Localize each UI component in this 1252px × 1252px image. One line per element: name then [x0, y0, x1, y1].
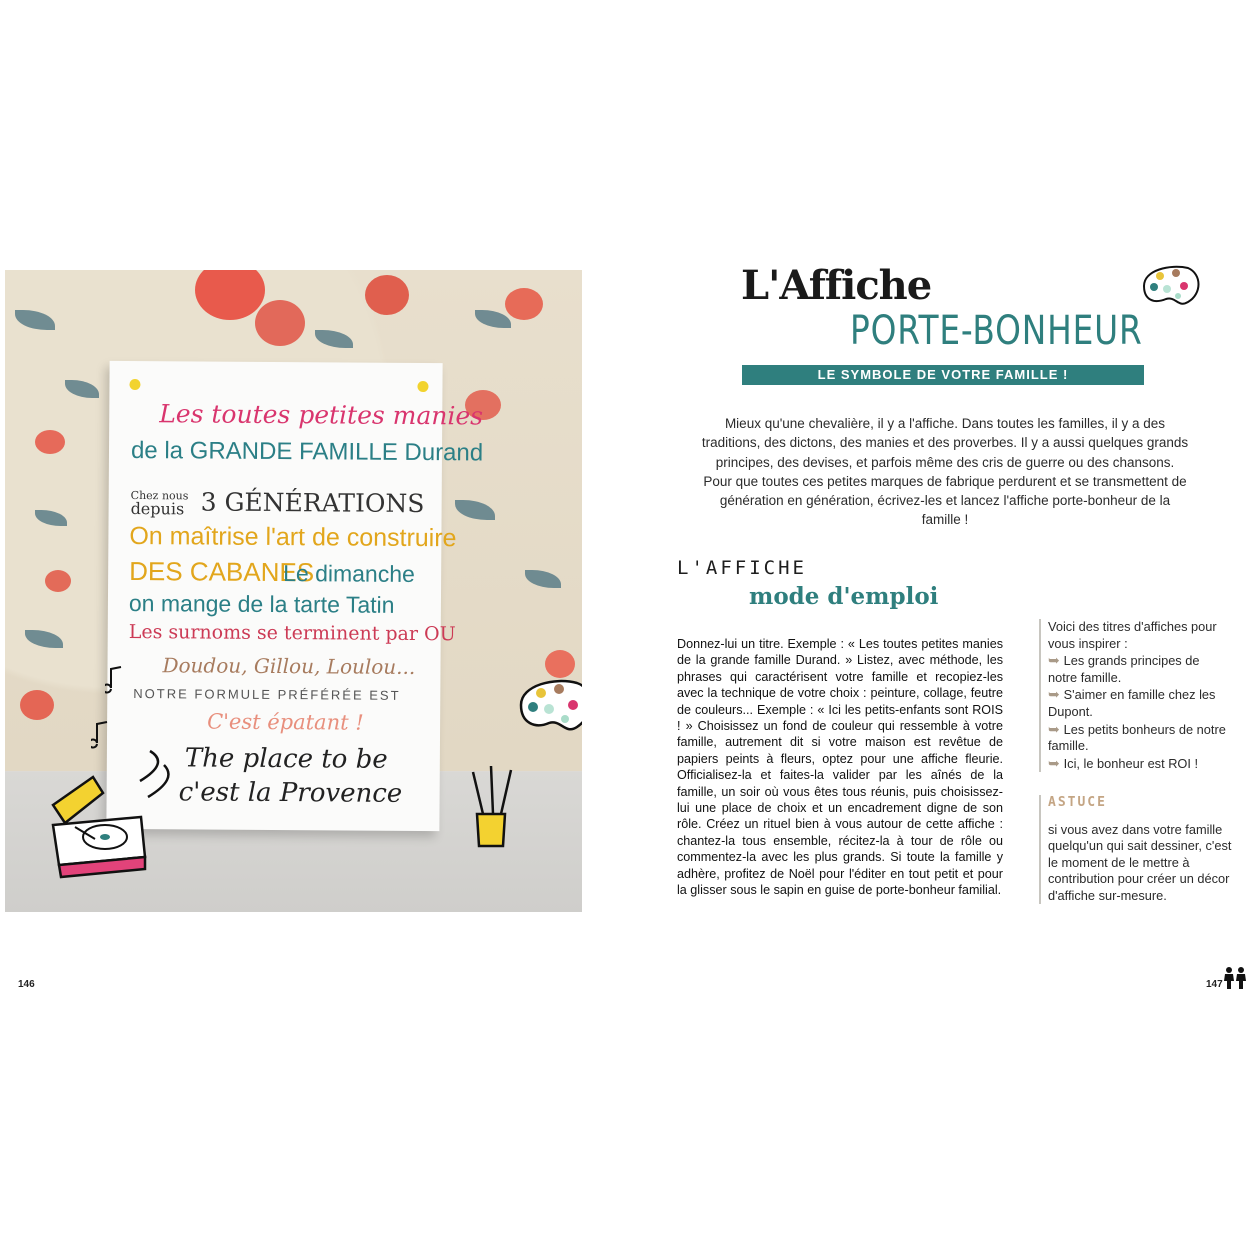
arrow-icon: ➥ [1048, 720, 1064, 737]
flower [365, 275, 409, 315]
music-note-icon [105, 665, 125, 695]
poster-line: Les toutes petites manies [159, 399, 484, 431]
poster-line: Le dimanche [283, 560, 415, 587]
sidebar-item-label: Les grands principes de notre famille. [1048, 653, 1200, 685]
arrow-icon: ➥ [1048, 652, 1064, 669]
leaf [455, 500, 495, 520]
poster-small-text: depuis [130, 498, 185, 519]
poster-small-text: Chez nous [130, 488, 189, 503]
flower [195, 270, 265, 320]
poster-line: NOTRE FORMULE PRÉFÉRÉE EST [133, 686, 401, 703]
sidebar-item-label: S'aimer en famille chez les Dupont. [1048, 687, 1216, 719]
poster-line: On maîtrise l'art de construire [129, 521, 457, 553]
palette-icon [515, 675, 582, 737]
music-note-icon [91, 720, 111, 750]
flower [545, 650, 575, 678]
poster-dot [129, 379, 140, 390]
leaf [315, 330, 353, 348]
page-number-right: 147 [1206, 979, 1223, 990]
body-text: Donnez-lui un titre. Exemple : « Les toutes petites manies de la grande famille Durand. » Listez, avec méthode, les phrases qui caractérisent votre famille et recopiez-les avec la technique de votre choix : peinture, collage, feutre de couleurs... Exemple : « Ici les petits-enfants sont ROIS ! » Choisissez un fond de couleur qui ressemble à votre famille, autrement dit si votre maison est revêtue de papiers peints à fleurs, optez pour une affiche fleurie. Officialisez-la et faites-la valider par les aînés de la famille, un soir où vous êtes tous réunis, puis choisissez-lui une place de choix et un encadrement digne de son rôle. Créez un rituel bien à vous autour de cette affiche : chantez-la tous ensemble, récitez-la à tour de rôle ou commentez-la avec les plus grands. Si toute la famille y adhère, profitez de Noël pour l'éditer en tout petit et pour la glisser sous le sapin en guise de porte-bonheur familial. [677, 637, 1003, 898]
sidebar-item [1048, 652, 1228, 686]
poster-line [131, 490, 189, 517]
poster-dot [417, 381, 428, 392]
sound-waves-icon [130, 745, 180, 805]
sidebar-item-label: Ici, le bonheur est ROI ! [1063, 755, 1199, 771]
intro-paragraph: Mieux qu'une chevalière, il y a l'affiche. Dans toutes les familles, il y a des traditions, des dictons, des manies et des proverbes. Il y a aussi quelques grands principes, des devises, et parfois même des cris de guerre ou des chansons. Pour que toutes ces petites marques de fabrique perdurent et se transmettent de génération en génération, écrivez-les et lancez l'affiche porte-bonheur de la famille ! [701, 416, 1189, 528]
leaf [525, 570, 561, 588]
sidebar-item [1048, 721, 1228, 755]
page-title-line1: L'Affiche [741, 262, 932, 309]
sidebar-item [1048, 755, 1228, 773]
poster-line: on mange de la tarte Tatin [128, 589, 395, 618]
poster-photo [5, 270, 582, 912]
flower [35, 430, 65, 454]
arrow-icon: ➥ [1048, 754, 1064, 771]
poster-line: C'est épatant ! [207, 709, 364, 735]
brush-pot-icon [463, 760, 523, 850]
sidebar-item [1048, 686, 1228, 720]
page-title-line2: PORTE-BONHEUR [850, 308, 1143, 354]
section-subtitle: mode d'emploi [749, 583, 939, 610]
leaf [35, 510, 67, 526]
subtitle-banner: LE SYMBOLE DE VOTRE FAMILLE ! [742, 365, 1144, 385]
flower [20, 690, 54, 720]
leaf [15, 310, 55, 330]
flower [255, 300, 305, 346]
sidebar-inspiration [1039, 619, 1228, 772]
sidebar-item-label: Les petits bonheurs de notre famille. [1048, 721, 1226, 754]
flower [45, 570, 71, 592]
flower [505, 288, 543, 320]
sidebar-intro: Voici des titres d'affiches pour vous inspirer : [1048, 619, 1217, 651]
poster-line: 3 GÉNÉRATIONS [200, 487, 425, 519]
poster-line: de la GRANDE FAMILLE Durand [130, 436, 484, 467]
leaf [65, 380, 99, 398]
poster-line: DES CABANES [129, 555, 315, 588]
poster-line: Doudou, Gillou, Loulou... [162, 653, 416, 679]
children-icon [1222, 966, 1248, 990]
leaf [475, 310, 511, 328]
tip-text: si vous avez dans votre famille quelqu'un qui sait dessiner, c'est le moment de le mettre à contribution pour créer un décor d'affiche sur-mesure. [1048, 822, 1232, 903]
page-number-left: 146 [18, 979, 35, 990]
poster-line: The place to be [184, 743, 388, 775]
tip-box [1039, 795, 1238, 904]
poster-line: Les surnoms se terminent par OU [128, 620, 456, 646]
tip-title: ASTUCE [1048, 795, 1107, 810]
leaf [25, 630, 63, 648]
arrow-icon: ➥ [1048, 686, 1064, 703]
palette-icon [1140, 262, 1202, 310]
section-title: L'AFFICHE [677, 557, 807, 579]
poster-line: c'est la Provence [178, 777, 403, 809]
